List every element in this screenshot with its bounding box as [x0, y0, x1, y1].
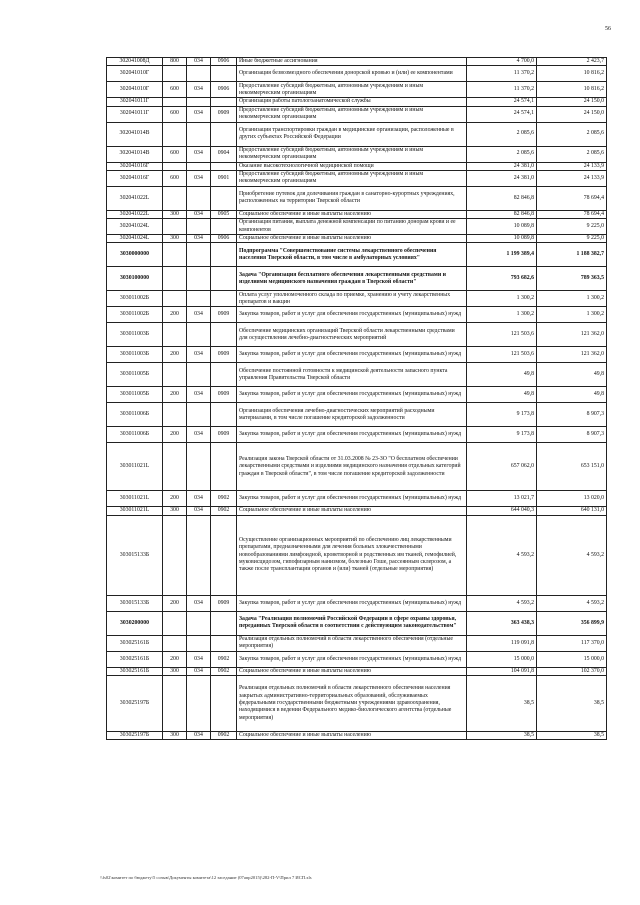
expense-type-cell: 600	[163, 106, 187, 122]
table-row	[107, 387, 607, 403]
ministry-cell	[187, 635, 211, 651]
executed-amount-cell: 15 000,0	[537, 651, 607, 667]
ministry-cell	[187, 98, 211, 106]
target-code-cell: 302041022L	[107, 186, 163, 210]
target-code-cell: 303025161Б	[107, 635, 163, 651]
executed-amount-cell: 121 362,0	[537, 347, 607, 363]
section-cell	[211, 186, 237, 210]
table-row	[107, 443, 607, 491]
ministry-cell: 034	[187, 82, 211, 98]
table-row	[107, 347, 607, 363]
approved-amount-cell: 104 091,8	[467, 667, 537, 675]
target-code-cell: 302041024L	[107, 235, 163, 243]
table-row	[107, 170, 607, 186]
approved-amount-cell: 644 040,3	[467, 507, 537, 515]
executed-amount-cell: 653 151,0	[537, 443, 607, 491]
ministry-cell	[187, 363, 211, 387]
executed-amount-cell: 38,5	[537, 676, 607, 732]
approved-amount-cell: 13 021,7	[467, 491, 537, 507]
section-cell: 0909	[211, 347, 237, 363]
executed-amount-cell: 4 593,2	[537, 515, 607, 595]
ministry-cell: 034	[187, 210, 211, 218]
item-name-cell: Организация безвозмездного обеспечения донорской кровью и (или) ее компонентами	[237, 66, 467, 82]
item-name-cell: Организация обеспечения лечебно-диагностических мероприятий расходными материалами, в том числе погашение кредиторской задолженности	[237, 403, 467, 427]
target-code-cell: 303011006Б	[107, 403, 163, 427]
expense-type-cell	[163, 443, 187, 491]
expense-type-cell	[163, 122, 187, 146]
page-number: 56	[605, 26, 611, 32]
item-name-cell: Задача "Реализация полномочий Российской Федерации в сфере охраны здоровья, переданных Тверской области в соответствии с действующим законодательством"	[237, 611, 467, 635]
item-name-cell: Закупка товаров, работ и услуг для обеспечения государственных (муниципальных) нужд	[237, 491, 467, 507]
expense-type-cell: 300	[163, 210, 187, 218]
approved-amount-cell: 363 438,3	[467, 611, 537, 635]
section-cell	[211, 443, 237, 491]
section-cell	[211, 635, 237, 651]
executed-amount-cell: 1 188 382,7	[537, 243, 607, 267]
table-row	[107, 676, 607, 732]
table-row	[107, 162, 607, 170]
executed-amount-cell: 24 133,9	[537, 162, 607, 170]
target-code-cell: 303011003Б	[107, 347, 163, 363]
ministry-cell: 034	[187, 595, 211, 611]
approved-amount-cell: 10 089,8	[467, 235, 537, 243]
ministry-cell: 034	[187, 235, 211, 243]
expense-type-cell: 200	[163, 595, 187, 611]
target-code-cell: 302041010Г	[107, 66, 163, 82]
ministry-cell: 034	[187, 347, 211, 363]
item-name-cell: Реализация отдельных полномочий в области лекарственного обеспечения населения закрытых административно-территориальных образований, обслуживаемых федеральными государственными бюджетными учреждениями здравоохранения, находящимися в ведении Федерального медико-биологического агентства (отдельные мероприятия)	[237, 676, 467, 732]
table-row	[107, 323, 607, 347]
ministry-cell	[187, 291, 211, 307]
approved-amount-cell: 4 593,2	[467, 515, 537, 595]
section-cell: 0906	[211, 235, 237, 243]
section-cell: 0902	[211, 667, 237, 675]
table-row	[107, 427, 607, 443]
section-cell	[211, 219, 237, 235]
expense-type-cell: 300	[163, 667, 187, 675]
section-cell: 0905	[211, 210, 237, 218]
expense-type-cell: 200	[163, 387, 187, 403]
approved-amount-cell: 24 574,1	[467, 98, 537, 106]
item-name-cell: Предоставление субсидий бюджетным, автономным учреждениям и иным некоммерческим организациям	[237, 82, 467, 98]
executed-amount-cell: 356 899,9	[537, 611, 607, 635]
approved-amount-cell: 49,8	[467, 387, 537, 403]
approved-amount-cell: 24 381,0	[467, 162, 537, 170]
table-row	[107, 611, 607, 635]
target-code-cell: 303011006Б	[107, 427, 163, 443]
table-row	[107, 595, 607, 611]
ministry-cell: 034	[187, 387, 211, 403]
section-cell	[211, 403, 237, 427]
executed-amount-cell: 49,8	[537, 387, 607, 403]
section-cell: 0904	[211, 146, 237, 162]
target-code-cell: 302041011Г	[107, 106, 163, 122]
expense-type-cell: 200	[163, 307, 187, 323]
target-code-cell: 303015133Б	[107, 595, 163, 611]
expense-type-cell	[163, 267, 187, 291]
table-row	[107, 58, 607, 66]
ministry-cell	[187, 162, 211, 170]
expense-type-cell: 200	[163, 651, 187, 667]
executed-amount-cell: 4 593,2	[537, 595, 607, 611]
approved-amount-cell: 38,5	[467, 732, 537, 740]
executed-amount-cell: 2 085,6	[537, 146, 607, 162]
executed-amount-cell: 24 150,0	[537, 98, 607, 106]
section-cell: 0909	[211, 307, 237, 323]
section-cell: 0901	[211, 170, 237, 186]
ministry-cell	[187, 403, 211, 427]
section-cell	[211, 515, 237, 595]
item-name-cell: Предоставление субсидий бюджетным, автономным учреждениям и иным некоммерческим организациям	[237, 146, 467, 162]
ministry-cell: 034	[187, 507, 211, 515]
target-code-cell: 302041022L	[107, 210, 163, 218]
table-row	[107, 515, 607, 595]
item-name-cell: Оказание высокотехнологичной медицинской помощи	[237, 162, 467, 170]
item-name-cell: Приобретение путевок для долечивания граждан в санаторно-курортных учреждениях, расположенных на территории Тверской области	[237, 186, 467, 210]
item-name-cell: Закупка товаров, работ и услуг для обеспечения государственных (муниципальных) нужд	[237, 595, 467, 611]
executed-amount-cell: 13 020,0	[537, 491, 607, 507]
executed-amount-cell: 78 694,4	[537, 210, 607, 218]
item-name-cell: Осуществление организационных мероприятий по обеспечению лиц лекарственными препаратами, предназначенными для лечения больных злокачественными новообразованиями лимфоидной, кроветворной и родственных им тканей, гемофилией, муковисцидозом, гипофизарным нанизмом, болезнью Гоше, рассеянным склерозом, а также после трансплантации органов и (или) тканей (отдельные мероприятия)	[237, 515, 467, 595]
approved-amount-cell: 1 300,2	[467, 291, 537, 307]
approved-amount-cell: 4 593,2	[467, 595, 537, 611]
expense-type-cell	[163, 243, 187, 267]
expense-type-cell	[163, 219, 187, 235]
ministry-cell: 034	[187, 667, 211, 675]
approved-amount-cell: 10 089,8	[467, 219, 537, 235]
item-name-cell: Организация питания, выплата денежной компенсации по питанию донорам крови и ее компонентов	[237, 219, 467, 235]
table-row	[107, 363, 607, 387]
ministry-cell	[187, 443, 211, 491]
item-name-cell: Социальное обеспечение и иные выплаты населению	[237, 235, 467, 243]
approved-amount-cell: 121 503,6	[467, 347, 537, 363]
executed-amount-cell: 8 907,3	[537, 427, 607, 443]
ministry-cell: 034	[187, 651, 211, 667]
target-code-cell: 302041024L	[107, 219, 163, 235]
target-code-cell: 302041014В	[107, 122, 163, 146]
item-name-cell: Социальное обеспечение и иные выплаты населению	[237, 507, 467, 515]
ministry-cell	[187, 186, 211, 210]
expense-type-cell	[163, 363, 187, 387]
ministry-cell: 034	[187, 307, 211, 323]
expense-type-cell: 300	[163, 235, 187, 243]
approved-amount-cell: 82 846,8	[467, 186, 537, 210]
expense-type-cell	[163, 403, 187, 427]
target-code-cell: 302041016Г	[107, 170, 163, 186]
ministry-cell	[187, 611, 211, 635]
target-code-cell: 303025161Б	[107, 651, 163, 667]
ministry-cell: 034	[187, 491, 211, 507]
executed-amount-cell: 2 423,7	[537, 58, 607, 66]
item-name-cell: Оплата услуг уполномоченного склада по приемке, хранению и учету лекарственных препаратов и вакцин	[237, 291, 467, 307]
ministry-cell: 034	[187, 732, 211, 740]
target-code-cell: 3030100000	[107, 267, 163, 291]
section-cell: 0909	[211, 595, 237, 611]
executed-amount-cell: 117 370,0	[537, 635, 607, 651]
expense-type-cell	[163, 611, 187, 635]
target-code-cell: 303011003Б	[107, 323, 163, 347]
section-cell: 0909	[211, 387, 237, 403]
expense-type-cell	[163, 98, 187, 106]
target-code-cell: 302041008Д	[107, 58, 163, 66]
section-cell: 0902	[211, 491, 237, 507]
approved-amount-cell: 15 000,0	[467, 651, 537, 667]
target-code-cell: 303011021L	[107, 443, 163, 491]
target-code-cell: 302041011Г	[107, 98, 163, 106]
ministry-cell: 034	[187, 106, 211, 122]
executed-amount-cell: 9 225,0	[537, 235, 607, 243]
target-code-cell: 303011002Б	[107, 307, 163, 323]
expense-type-cell: 600	[163, 146, 187, 162]
table-row	[107, 98, 607, 106]
ministry-cell	[187, 122, 211, 146]
ministry-cell	[187, 323, 211, 347]
section-cell: 0902	[211, 651, 237, 667]
section-cell	[211, 122, 237, 146]
section-cell	[211, 611, 237, 635]
table-row	[107, 732, 607, 740]
approved-amount-cell: 11 370,2	[467, 66, 537, 82]
table-row	[107, 186, 607, 210]
target-code-cell: 3030000000	[107, 243, 163, 267]
item-name-cell: Иные бюджетные ассигнования	[237, 58, 467, 66]
approved-amount-cell: 11 370,2	[467, 82, 537, 98]
item-name-cell: Социальное обеспечение и иные выплаты населению	[237, 210, 467, 218]
expense-type-cell: 600	[163, 82, 187, 98]
table-row	[107, 219, 607, 235]
approved-amount-cell: 2 085,6	[467, 146, 537, 162]
target-code-cell: 303011021L	[107, 507, 163, 515]
table-row	[107, 82, 607, 98]
target-code-cell: 303025197Б	[107, 732, 163, 740]
expense-type-cell: 200	[163, 427, 187, 443]
item-name-cell: Предоставление субсидий бюджетным, автономным учреждениям и иным некоммерческим организациям	[237, 106, 467, 122]
executed-amount-cell: 789 363,5	[537, 267, 607, 291]
section-cell: 0909	[211, 427, 237, 443]
item-name-cell: Закупка товаров, работ и услуг для обеспечения государственных (муниципальных) нужд	[237, 387, 467, 403]
ministry-cell: 034	[187, 170, 211, 186]
table-row	[107, 403, 607, 427]
executed-amount-cell: 9 225,0	[537, 219, 607, 235]
section-cell	[211, 291, 237, 307]
ministry-cell	[187, 243, 211, 267]
section-cell: 0906	[211, 58, 237, 66]
executed-amount-cell: 10 816,2	[537, 82, 607, 98]
section-cell	[211, 162, 237, 170]
expense-type-cell	[163, 323, 187, 347]
executed-amount-cell: 24 150,0	[537, 106, 607, 122]
ministry-cell: 034	[187, 146, 211, 162]
section-cell	[211, 66, 237, 82]
section-cell	[211, 243, 237, 267]
item-name-cell: Обеспечение постоянной готовности к медицинской деятельности запасного пункта управления Правительства Тверской области	[237, 363, 467, 387]
section-cell	[211, 323, 237, 347]
target-code-cell: 303011005Б	[107, 387, 163, 403]
item-name-cell: Закупка товаров, работ и услуг для обеспечения государственных (муниципальных) нужд	[237, 307, 467, 323]
ministry-cell	[187, 515, 211, 595]
item-name-cell: Закупка товаров, работ и услуг для обеспечения государственных (муниципальных) нужд	[237, 651, 467, 667]
table-row	[107, 267, 607, 291]
executed-amount-cell: 1 300,2	[537, 291, 607, 307]
executed-amount-cell: 10 816,2	[537, 66, 607, 82]
approved-amount-cell: 4 700,0	[467, 58, 537, 66]
expense-type-cell: 200	[163, 491, 187, 507]
target-code-cell: 3030200000	[107, 611, 163, 635]
executed-amount-cell: 1 300,2	[537, 307, 607, 323]
section-cell	[211, 98, 237, 106]
expense-type-cell	[163, 66, 187, 82]
item-name-cell: Социальное обеспечение и иные выплаты населению	[237, 732, 467, 740]
item-name-cell: Социальное обеспечение и иные выплаты населению	[237, 667, 467, 675]
section-cell: 0902	[211, 732, 237, 740]
approved-amount-cell: 2 085,6	[467, 122, 537, 146]
approved-amount-cell: 38,5	[467, 676, 537, 732]
ministry-cell	[187, 676, 211, 732]
target-code-cell: 302041014В	[107, 146, 163, 162]
table-row	[107, 635, 607, 651]
approved-amount-cell: 121 503,6	[467, 323, 537, 347]
approved-amount-cell: 793 682,6	[467, 267, 537, 291]
ministry-cell: 034	[187, 427, 211, 443]
table-row	[107, 507, 607, 515]
target-code-cell: 302041010Г	[107, 82, 163, 98]
table-row	[107, 66, 607, 82]
expense-type-cell: 800	[163, 58, 187, 66]
expense-type-cell	[163, 186, 187, 210]
expense-type-cell	[163, 635, 187, 651]
expense-type-cell	[163, 291, 187, 307]
approved-amount-cell: 1 300,2	[467, 307, 537, 323]
executed-amount-cell: 24 133,9	[537, 170, 607, 186]
expense-type-cell	[163, 676, 187, 732]
table-row	[107, 667, 607, 675]
approved-amount-cell: 24 381,0	[467, 170, 537, 186]
item-name-cell: Закупка товаров, работ и услуг для обеспечения государственных (муниципальных) нужд	[237, 347, 467, 363]
expense-type-cell: 300	[163, 507, 187, 515]
approved-amount-cell: 119 091,8	[467, 635, 537, 651]
expense-type-cell: 600	[163, 170, 187, 186]
item-name-cell: Задача "Организация бесплатного обеспечения лекарственными средствами и изделиями медицинского назначения граждан в Тверской области"	[237, 267, 467, 291]
table-row	[107, 651, 607, 667]
ministry-cell	[187, 219, 211, 235]
executed-amount-cell: 640 131,0	[537, 507, 607, 515]
expense-type-cell	[163, 162, 187, 170]
table-row	[107, 106, 607, 122]
approved-amount-cell: 1 199 389,4	[467, 243, 537, 267]
item-name-cell: Организация транспортировки граждан в медицинские организации, расположенные в других субъектах Российской Федерации	[237, 122, 467, 146]
approved-amount-cell: 657 062,0	[467, 443, 537, 491]
table-row	[107, 243, 607, 267]
file-path-footer: \\fs02\комитет по бюджету\5 созыв\Документы комитета\12 заседание (07апр2015)\282-П-V\Прил 7 ИСП.xls	[100, 875, 312, 880]
expense-type-cell: 200	[163, 347, 187, 363]
ministry-cell	[187, 267, 211, 291]
table-row	[107, 307, 607, 323]
approved-amount-cell: 9 173,8	[467, 427, 537, 443]
executed-amount-cell: 8 907,3	[537, 403, 607, 427]
ministry-cell: 034	[187, 58, 211, 66]
executed-amount-cell: 2 085,6	[537, 122, 607, 146]
section-cell: 0909	[211, 106, 237, 122]
executed-amount-cell: 49,8	[537, 363, 607, 387]
item-name-cell: Предоставление субсидий бюджетным, автономным учреждениям и иным некоммерческим организациям	[237, 170, 467, 186]
target-code-cell: 303025197Б	[107, 676, 163, 732]
table-row	[107, 491, 607, 507]
budget-table	[106, 57, 607, 740]
item-name-cell: Реализация закона Тверской области от 31.03.2008 № 23-ЗО "О бесплатном обеспечении лекарственными средствами и изделиями медицинского назначения отдельных категорий граждан в Тверской области", в том числе погашение кредиторской задолженности	[237, 443, 467, 491]
approved-amount-cell: 49,8	[467, 363, 537, 387]
item-name-cell: Закупка товаров, работ и услуг для обеспечения государственных (муниципальных) нужд	[237, 427, 467, 443]
item-name-cell: Организация работы патологоанатомической службы	[237, 98, 467, 106]
table-row	[107, 210, 607, 218]
executed-amount-cell: 78 694,4	[537, 186, 607, 210]
section-cell	[211, 267, 237, 291]
target-code-cell: 302041016Г	[107, 162, 163, 170]
item-name-cell: Обеспечение медицинских организаций Тверской области лекарственными средствами для осуществления лечебно-диагностических мероприятий	[237, 323, 467, 347]
target-code-cell: 303025161Б	[107, 667, 163, 675]
table-row	[107, 291, 607, 307]
approved-amount-cell: 9 173,8	[467, 403, 537, 427]
ministry-cell	[187, 66, 211, 82]
executed-amount-cell: 102 370,0	[537, 667, 607, 675]
section-cell: 0906	[211, 82, 237, 98]
target-code-cell: 303015133Б	[107, 515, 163, 595]
table-row	[107, 146, 607, 162]
section-cell	[211, 676, 237, 732]
executed-amount-cell: 38,5	[537, 732, 607, 740]
approved-amount-cell: 24 574,1	[467, 106, 537, 122]
expense-type-cell	[163, 515, 187, 595]
table-row	[107, 122, 607, 146]
executed-amount-cell: 121 362,0	[537, 323, 607, 347]
section-cell: 0902	[211, 507, 237, 515]
table-row	[107, 235, 607, 243]
expense-type-cell: 300	[163, 732, 187, 740]
item-name-cell: Реализация отдельных полномочий в области лекарственного обеспечения (отдельные мероприятия)	[237, 635, 467, 651]
approved-amount-cell: 82 846,8	[467, 210, 537, 218]
item-name-cell: Подпрограмма "Совершенствование системы лекарственного обеспечения населения Тверской области, в том числе в амбулаторных условиях"	[237, 243, 467, 267]
target-code-cell: 303011021L	[107, 491, 163, 507]
section-cell	[211, 363, 237, 387]
target-code-cell: 303011002Б	[107, 291, 163, 307]
target-code-cell: 303011005Б	[107, 363, 163, 387]
